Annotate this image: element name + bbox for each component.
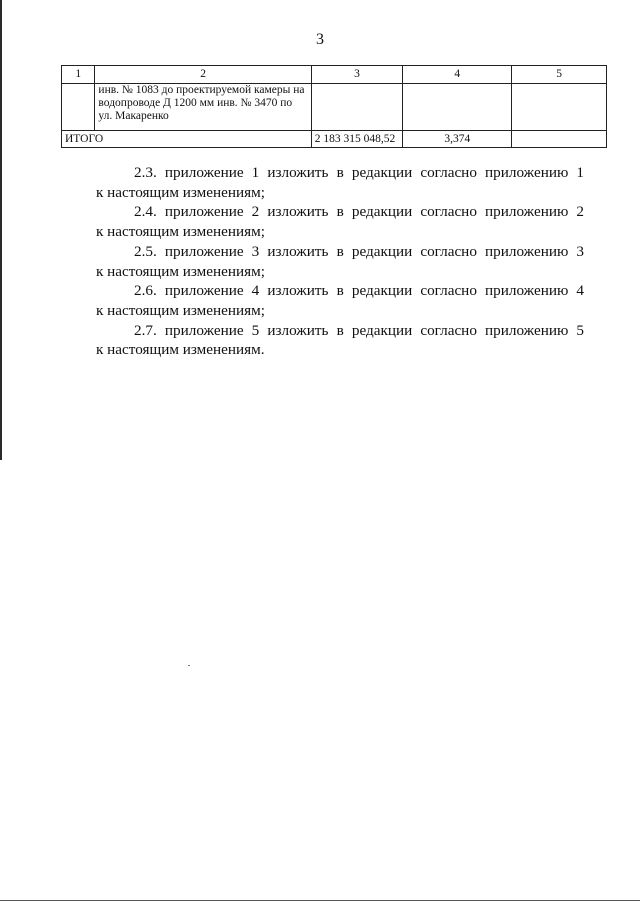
table-cell: [62, 84, 95, 131]
scan-speck: [188, 665, 190, 666]
paragraph-line: 2.4. приложение 2 изложить в редакции согласно приложению 2: [134, 203, 584, 221]
paragraph-line: к настоящим изменениям.: [96, 341, 265, 359]
table-header-cell: 3: [311, 66, 403, 84]
paragraph-line: 2.7. приложение 5 изложить в редакции согласно приложению 5: [134, 321, 584, 339]
table-cell: [311, 84, 403, 131]
paragraph-2-5: [96, 242, 584, 281]
document-table: [61, 65, 607, 148]
table-total-row: [62, 131, 607, 148]
table-header-cell: 4: [403, 66, 512, 84]
table-header-cell: 2: [95, 66, 311, 84]
paragraph-line: к настоящим изменениям;: [96, 183, 265, 201]
table-header-cell: 1: [62, 66, 95, 84]
table-header-cell: 5: [512, 66, 607, 84]
total-amount: 2 183 315 048,52: [311, 131, 403, 148]
table-cell: [403, 84, 512, 131]
table-header-row: [62, 66, 607, 84]
paragraph-line: к настоящим изменениям;: [96, 262, 265, 280]
body-text: [96, 163, 584, 360]
paragraph-line: к настоящим изменениям;: [96, 223, 265, 241]
total-length: 3,374: [403, 131, 512, 148]
paragraph-2-7: [96, 321, 584, 360]
scan-bottom-edge: [0, 900, 640, 901]
table-cell-description: инв. № 1083 до проектируемой камеры на водопроводе Д 1200 мм инв. № 3470 по ул. Макаренко: [95, 84, 311, 131]
total-label: ИТОГО: [62, 131, 312, 148]
paragraph-line: 2.6. приложение 4 изложить в редакции согласно приложению 4: [134, 282, 584, 300]
table-cell: [512, 84, 607, 131]
paragraph-line: 2.3. приложение 1 изложить в редакции согласно приложению 1: [134, 164, 584, 181]
table-cell: [512, 131, 607, 148]
paragraph-2-3: [96, 163, 584, 202]
paragraph-2-4: [96, 202, 584, 241]
table-row: [62, 84, 607, 131]
paragraph-line: к настоящим изменениям;: [96, 301, 265, 319]
scan-left-edge: [0, 0, 2, 460]
paragraph-line: 2.5. приложение 3 изложить в редакции согласно приложению 3: [134, 242, 584, 260]
paragraph-2-6: [96, 281, 584, 320]
page-number: 3: [316, 31, 324, 48]
